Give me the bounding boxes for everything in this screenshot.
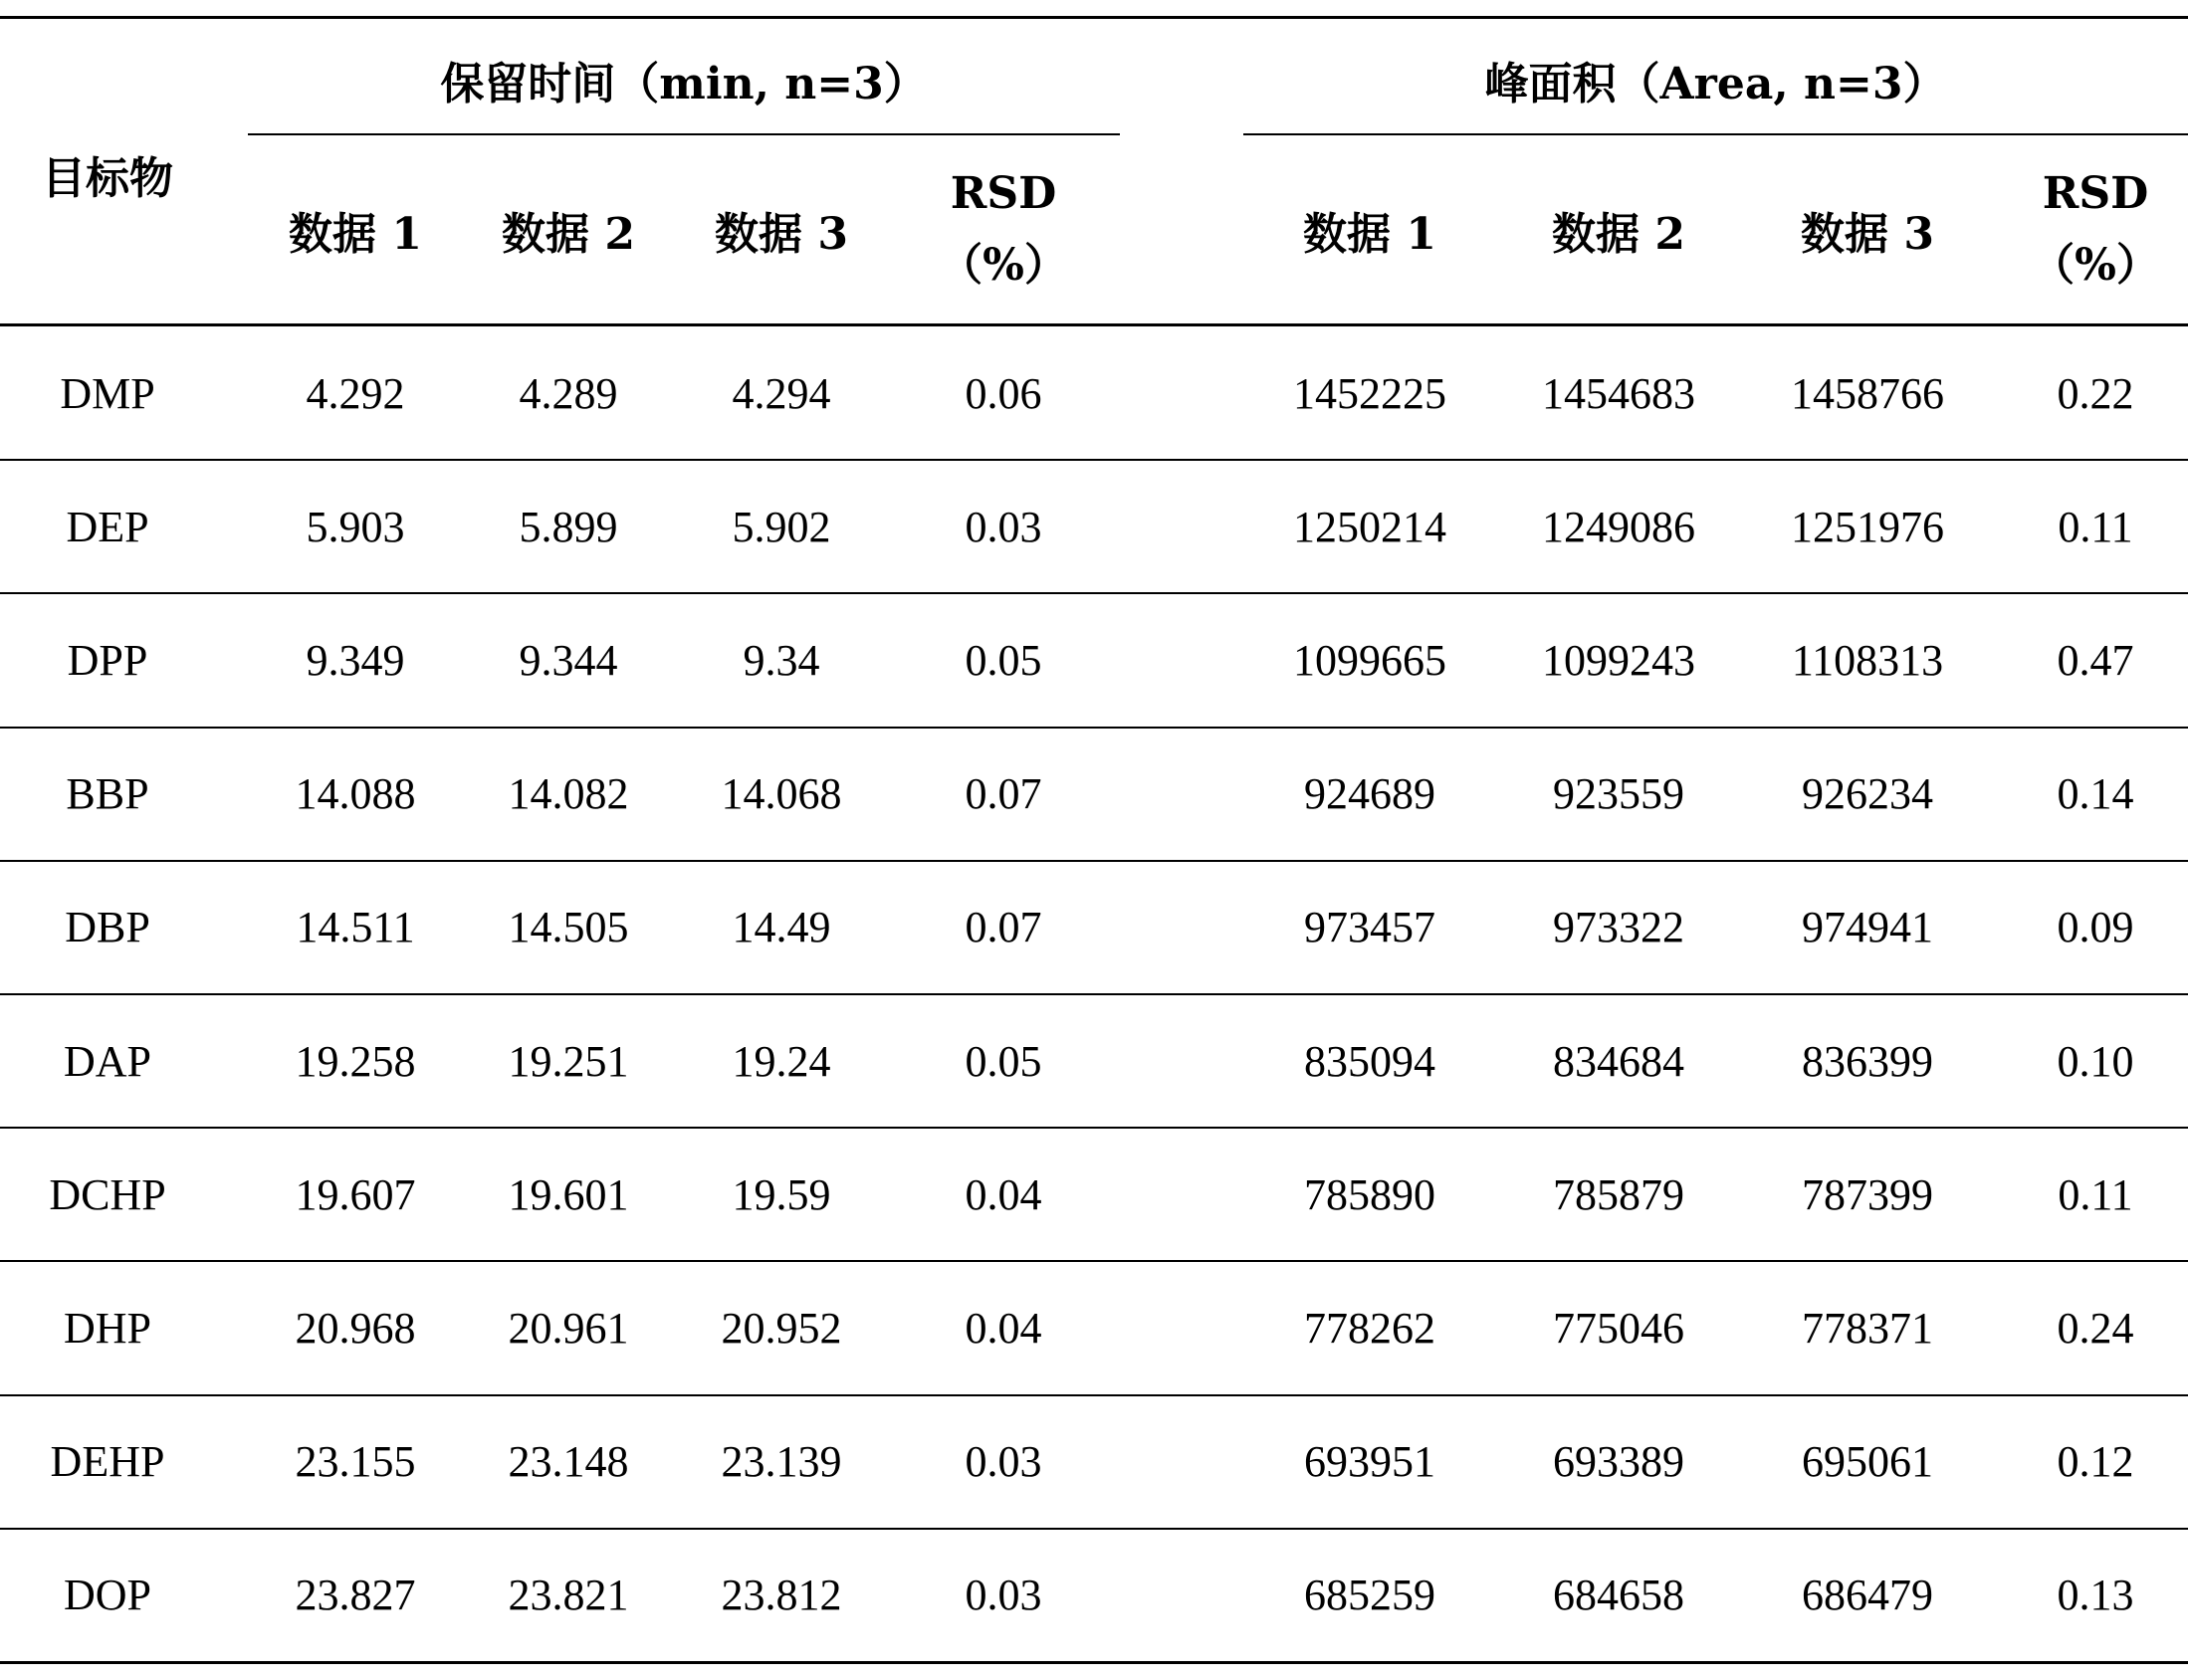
cell-area-data2: 693389 [1553,1437,1684,1487]
cell-area-data1: 1452225 [1293,368,1446,418]
header-area-data1: 数据 1 [1303,209,1436,260]
cell-area-rsd: 0.13 [2057,1571,2134,1620]
cell-area-data3: 1251976 [1791,502,1944,551]
cell-area-data1: 685259 [1304,1571,1435,1620]
header-target: 目标物 [42,153,173,204]
cell-rt-data3: 23.812 [721,1571,842,1620]
cell-area-data1: 973457 [1304,903,1435,952]
cell-area-data2: 973322 [1553,903,1684,952]
cell-area-rsd: 0.47 [2057,635,2134,685]
header-rt-data1: 数据 1 [289,209,422,260]
cell-rt-data1: 4.292 [306,368,405,418]
cell-rt-rsd: 0.03 [965,1571,1042,1620]
cell-area-data2: 785879 [1553,1169,1684,1219]
cell-rt-data2: 23.821 [508,1571,629,1620]
cell-rt-data1: 23.827 [295,1571,416,1620]
cell-area-rsd: 0.22 [2057,368,2134,418]
cell-area-data3: 1108313 [1791,635,1944,685]
retention-group-rule [248,133,1120,135]
header-retention-time: 保留时间（min, n=3） [440,59,928,109]
table-top-rule [0,16,2188,19]
cell-area-data3: 686479 [1802,1571,1933,1620]
cell-rt-rsd: 0.03 [965,502,1042,551]
cell-rt-rsd: 0.07 [965,769,1042,819]
cell-area-data3: 787399 [1802,1169,1933,1219]
header-area-rsd: RSD （%） [2031,168,2160,291]
cell-rt-data3: 19.24 [732,1036,831,1086]
cell-rt-data1: 14.511 [296,903,415,952]
table-bottom-rule [0,1661,2188,1664]
cell-rt-data2: 20.961 [508,1303,629,1353]
cell-area-data1: 924689 [1304,769,1435,819]
cell-area-rsd: 0.14 [2057,769,2134,819]
cell-rt-rsd: 0.05 [965,635,1042,685]
header-area-data2: 数据 2 [1552,209,1685,260]
cell-area-data3: 778371 [1802,1303,1933,1353]
cell-rt-data1: 23.155 [295,1437,416,1487]
cell-area-data2: 684658 [1553,1571,1684,1620]
cell-rt-data3: 14.068 [721,769,842,819]
cell-rt-data2: 23.148 [508,1437,629,1487]
cell-rt-data3: 14.49 [732,903,831,952]
cell-target: DMP [60,368,155,418]
cell-area-data1: 1250214 [1293,502,1446,551]
cell-area-data1: 785890 [1304,1169,1435,1219]
cell-area-data3: 836399 [1802,1036,1933,1086]
cell-area-data1: 835094 [1304,1036,1435,1086]
cell-rt-data2: 9.344 [519,635,618,685]
cell-target: DAP [63,1036,152,1086]
cell-area-rsd: 0.11 [2058,502,2133,551]
header-peak-area: 峰面积（Area, n=3） [1484,59,1947,109]
cell-rt-rsd: 0.04 [965,1303,1042,1353]
cell-rt-rsd: 0.07 [965,903,1042,952]
cell-rt-data3: 20.952 [721,1303,842,1353]
cell-rt-data1: 19.258 [295,1036,416,1086]
cell-rt-data1: 9.349 [306,635,405,685]
area-group-rule [1243,133,2188,135]
cell-rt-data2: 19.251 [508,1036,629,1086]
cell-area-rsd: 0.09 [2057,903,2134,952]
cell-area-data2: 1249086 [1542,502,1695,551]
cell-target: DEHP [50,1437,165,1487]
cell-area-data3: 695061 [1802,1437,1933,1487]
cell-rt-data3: 9.34 [743,635,820,685]
cell-area-data3: 974941 [1802,903,1933,952]
cell-rt-data3: 19.59 [732,1169,831,1219]
cell-area-data2: 1099243 [1542,635,1695,685]
cell-rt-data1: 14.088 [295,769,416,819]
cell-rt-rsd: 0.06 [965,368,1042,418]
cell-rt-data3: 5.902 [732,502,831,551]
header-rt-data2: 数据 2 [502,209,635,260]
cell-target: DCHP [49,1169,166,1219]
cell-target: DHP [63,1303,152,1353]
cell-rt-data3: 4.294 [732,368,831,418]
cell-rt-rsd: 0.05 [965,1036,1042,1086]
header-area-data3: 数据 3 [1801,209,1934,260]
cell-area-rsd: 0.24 [2057,1303,2134,1353]
cell-rt-data2: 14.082 [508,769,629,819]
cell-rt-data2: 14.505 [508,903,629,952]
cell-area-data3: 926234 [1802,769,1933,819]
cell-rt-rsd: 0.04 [965,1169,1042,1219]
cell-area-data1: 778262 [1304,1303,1435,1353]
cell-area-data1: 693951 [1304,1437,1435,1487]
cell-area-data2: 834684 [1553,1036,1684,1086]
cell-rt-data1: 19.607 [295,1169,416,1219]
cell-target: DEP [66,502,149,551]
cell-area-data2: 1454683 [1542,368,1695,418]
cell-rt-data3: 23.139 [721,1437,842,1487]
cell-area-data1: 1099665 [1293,635,1446,685]
cell-target: DOP [63,1571,152,1620]
cell-rt-rsd: 0.03 [965,1437,1042,1487]
cell-target: DBP [65,903,150,952]
cell-area-data3: 1458766 [1791,368,1944,418]
cell-area-data2: 775046 [1553,1303,1684,1353]
cell-area-rsd: 0.12 [2057,1437,2134,1487]
cell-rt-data1: 20.968 [295,1303,416,1353]
cell-rt-data2: 4.289 [519,368,618,418]
cell-rt-data2: 5.899 [519,502,618,551]
cell-rt-data1: 5.903 [306,502,405,551]
cell-area-rsd: 0.10 [2057,1036,2134,1086]
header-rt-data3: 数据 3 [715,209,848,260]
cell-area-data2: 923559 [1553,769,1684,819]
cell-area-rsd: 0.11 [2058,1169,2133,1219]
cell-target: BBP [66,769,149,819]
cell-rt-data2: 19.601 [508,1169,629,1219]
header-rt-rsd: RSD （%） [939,168,1068,291]
cell-target: DPP [67,635,148,685]
